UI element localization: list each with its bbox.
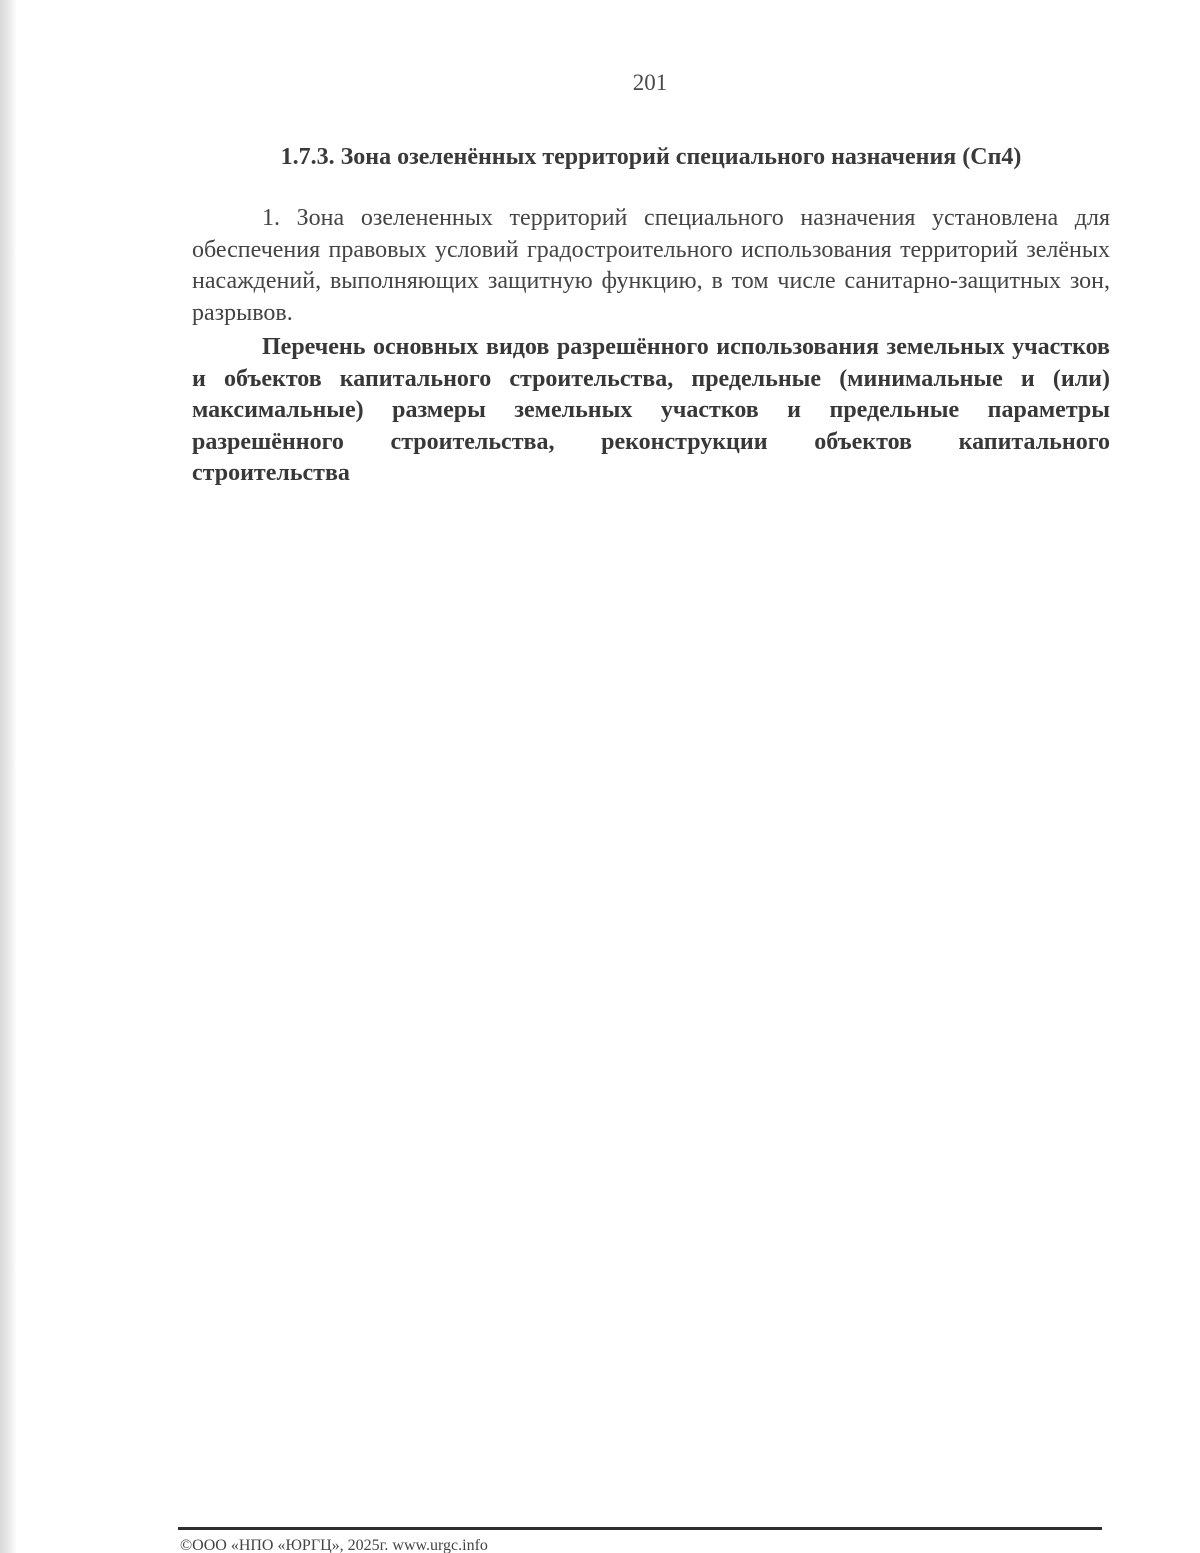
paragraph-1: 1. Зона озелененных территорий специального назначения установлена для обеспечения правовых условий градостроительного использования территорий зелёных насаждений, выполняющих защитную функцию, в том числе санитарно-защитных зон, разрывов. [192, 205, 1110, 326]
permitted-use-heading: Перечень основных видов разрешённого использования земельных участков и объектов капитального строительства, предельные (минимальные и (или) максимальные) размеры земельных участков и предельные параметры разрешённого строительства, реконструкции объектов капитального строительства [192, 334, 1110, 486]
section-title: 1.7.3. Зона озеленённых территорий специального назначения (Сп4) [280, 144, 1022, 170]
footer-divider [178, 1527, 1102, 1530]
scan-edge-shadow [0, 0, 17, 1553]
page-number: 201 [632, 70, 668, 95]
footer-copyright: ©ООО «НПО «ЮРГЦ», 2025г. www.urgc.info [180, 1537, 488, 1553]
